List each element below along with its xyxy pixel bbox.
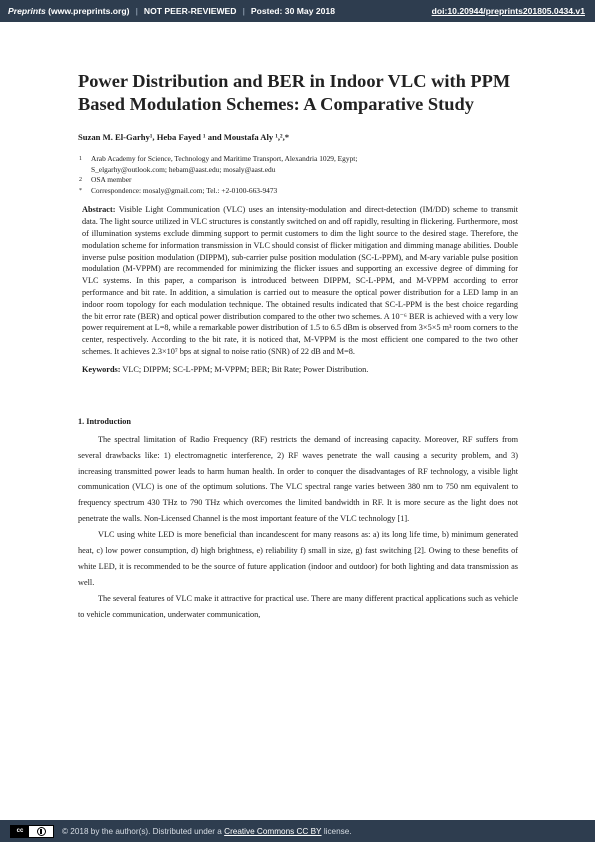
doi-link[interactable]: doi:10.20944/preprints201805.0434.v1 [431, 6, 585, 16]
affiliation-row [78, 165, 518, 176]
affiliations [78, 154, 518, 196]
peer-review-status: NOT PEER-REVIEWED [143, 6, 237, 16]
brand-name: Preprints [8, 6, 46, 16]
cc-icon: cc [11, 826, 29, 837]
paper-title: Power Distribution and BER in Indoor VLC with PPM Based Modulation Schemes: A Comparative Study [78, 71, 511, 114]
cc-by-badge[interactable] [10, 825, 54, 838]
abstract-text: Visible Light Communication (VLC) uses an intensity-modulation and direct-detection (IM/DD) scheme to transmit data. The light source utilized in VLC structures is constantly switched on and off rapidly, resulting in flickering. Furthermore, most of illumination systems exclude dimming support to permit customers to dim the light source to the desired stage. Therefore, the modulation scheme for information transmission in VLC should consist of flicker mitigation and dimming manage abilities. Double inverse pulse position modulation (DIPPM), sub-carrier pulse position modulation (SC-L-PPM), and M-ary variable pulse position modulation (M-VPPM) are recommended for minimizing the flicker issues and supporting an excessive degree of dimming for VLC systems. In this paper, a comparison is introduced between DIPPM, SC-L-PPM, and M-VPPM according to error performance and bit rate. In addition, a simulation is carried out to measure the optical power distribution for a LED lamp in an indoor room topology for each modulation technique. The obtained results indicated that SC-L-PPM is the best choice regarding the bit error rate (BER) and optical power distribution compared to the other two schemes. A 10⁻⁶ BER is achieved with a very low power requirement at L=8, while a remarkable power distribution of 1.5 to 6.5 dBm is observed from 3×5×5 m³ room corners to the center, respectively. According to the bit rate, it is noticed that, M-VPPM is the most efficient one compared to the two other schemes. It achieves 2.3×10⁷ bps at signal to noise ratio (SNR) of 22 dB and M=8. [82, 205, 518, 356]
affiliation-text: OSA member [91, 175, 132, 185]
header-left [8, 6, 335, 16]
abstract-label: Abstract: [82, 205, 116, 215]
affiliation-mark: * [79, 187, 82, 194]
affiliation-row [78, 186, 518, 197]
body-paragraph: VLC using white LED is more beneficial than incandescent for many reasons as: a) its long life time, b) minimum generated heat, c) low power consumption, d) high brightness, e) reliability f) small in size, g) fast switching [2]. Owing to these benefits of white LED, it is recommended to be the source of future application (indoor and outdoor) for both lighting and data transmission as well. [78, 530, 518, 587]
brand-url: (www.preprints.org) [48, 6, 130, 16]
affiliation-mark [78, 165, 91, 176]
affiliation-text: Arab Academy for Science, Technology and Maritime Transport, Alexandria 1029, Egypt; [91, 154, 358, 163]
header-separator: | [135, 6, 138, 16]
paper-content [78, 70, 518, 623]
attribution-icon [29, 827, 53, 836]
license-footer-bar [0, 820, 595, 842]
affiliation-emails: S_elgarhy@outlook.com; hebam@aast.edu; mosaly@aast.edu [91, 164, 276, 174]
author-list: Suzan M. El-Garhy¹, Heba Fayed ¹ and Moustafa Aly ¹,²,* [78, 132, 290, 142]
correspondence: Correspondence: mosaly@gmail.com; Tel.: +2-0100-663-9473 [91, 185, 278, 195]
license-suffix: license. [323, 826, 352, 836]
keywords [82, 365, 518, 374]
affiliation-row [78, 154, 518, 165]
keywords-label: Keywords: [82, 364, 121, 374]
license-prefix: © 2018 by the author(s). Distributed under a [62, 826, 222, 836]
affiliation-row [78, 175, 518, 186]
posted-date: Posted: 30 May 2018 [250, 6, 335, 16]
body-paragraph: The spectral limitation of Radio Frequency (RF) restricts the demand of increasing capacity. Moreover, RF suffers from several drawbacks like: 1) electromagnetic interference, 2) RF waves penetrate the wall causing a security problem, and 3) increasing transmitted power leads to harm human health. In order to conquer the disadvantages of RF technology, a visible light communication (VLC) is one of the optimum solutions. The VLC spectral range varies between 380 nm to 750 nm equivalent to frequency spectrum 430 THz to 790 THz which overcomes the limited bandwidth in RF. It is more secure as the light does not penetrate the walls. Non-Licensed Channel is the most important feature of the VLC technology [1]. [78, 434, 518, 524]
header-separator: | [242, 6, 245, 16]
license-link[interactable]: Creative Commons CC BY [224, 826, 322, 836]
preprint-header-bar [0, 0, 595, 22]
section-heading: 1. Introduction [78, 416, 132, 426]
affiliation-mark: 2 [79, 177, 82, 184]
abstract [82, 204, 518, 357]
preprints-brand-link[interactable] [8, 6, 129, 16]
affiliation-mark: 1 [79, 156, 82, 162]
body-paragraph: The several features of VLC make it attractive for practical use. There are many different practical applications such as vehicle to vehicle communication, underwater communication, [78, 593, 518, 619]
keywords-text: VLC; DIPPM; SC-L-PPM; M-VPPM; BER; Bit Rate; Power Distribution. [122, 364, 369, 374]
